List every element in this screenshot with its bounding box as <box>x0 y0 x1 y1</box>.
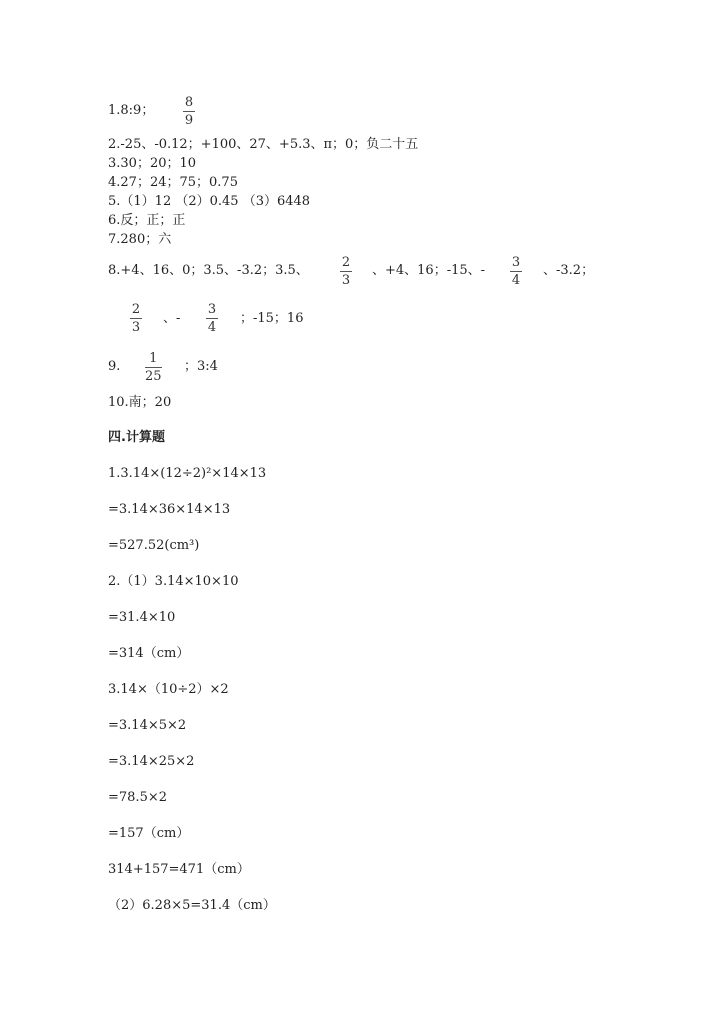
fraction-2-3-b <box>130 303 142 335</box>
answer-8-part3: 、-3.2； <box>543 263 595 278</box>
fraction-2-3 <box>340 256 352 288</box>
answer-9-rest: ；3:4 <box>184 359 218 374</box>
answer-8-part2: 、+4、16；-15、- <box>372 263 486 278</box>
calc-line: =31.4×10 <box>108 610 176 625</box>
fraction-numerator: 2 <box>131 302 141 317</box>
fraction-denominator: 3 <box>341 273 351 288</box>
fraction-1-25 <box>145 352 162 384</box>
answer-10: 10.南；20 <box>108 395 172 410</box>
calc-line: 314+157=471（cm） <box>108 862 250 877</box>
calc-line: （2）6.28×5=31.4（cm） <box>108 898 276 913</box>
fraction-denominator: 4 <box>511 273 521 288</box>
calc-line: =157（cm） <box>108 826 190 841</box>
calc-line: =314（cm） <box>108 646 190 661</box>
calc-line: 2.（1）3.14×10×10 <box>108 574 239 589</box>
fraction-denominator: 9 <box>184 113 194 128</box>
calc-line: 3.14×（10÷2）×2 <box>108 682 229 697</box>
fraction-denominator: 4 <box>207 320 217 335</box>
fraction-numerator: 1 <box>149 351 158 366</box>
fraction-3-4 <box>510 256 522 288</box>
answer-6: 6.反；正；正 <box>108 213 186 228</box>
answer-8-part5: ；-15；16 <box>240 311 304 326</box>
calc-line: =527.52(cm³) <box>108 538 200 553</box>
section-title: 四.计算题 <box>108 430 165 445</box>
fraction-numerator: 3 <box>511 255 521 270</box>
calc-line: =3.14×25×2 <box>108 754 195 769</box>
fraction-8-9 <box>183 96 195 128</box>
calc-line: 1.3.14×(12÷2)²×14×13 <box>108 466 267 481</box>
calc-line: =78.5×2 <box>108 790 168 805</box>
answer-7: 7.280；六 <box>108 232 172 247</box>
answer-8-part1: 8.+4、16、0；3.5、-3.2；3.5、 <box>108 263 309 278</box>
answer-9-label: 9. <box>108 359 121 374</box>
fraction-denominator: 3 <box>131 320 141 335</box>
fraction-numerator: 3 <box>207 302 217 317</box>
answer-3: 3.30；20；10 <box>108 156 197 171</box>
fraction-3-4-b <box>206 303 218 335</box>
answer-4: 4.27；24；75；0.75 <box>108 175 238 190</box>
calc-line: =3.14×5×2 <box>108 718 187 733</box>
answer-5: 5.（1）12 （2）0.45 （3）6448 <box>108 194 311 209</box>
answer-2: 2.-25、-0.12；+100、27、+5.3、π；0；负二十五 <box>108 137 419 152</box>
fraction-numerator: 8 <box>184 95 194 110</box>
answer-8-part4: 、- <box>163 311 181 326</box>
calc-line: =3.14×36×14×13 <box>108 502 231 517</box>
fraction-numerator: 2 <box>341 255 351 270</box>
fraction-denominator: 25 <box>145 369 162 384</box>
answer-1: 1.8:9； <box>108 103 155 118</box>
